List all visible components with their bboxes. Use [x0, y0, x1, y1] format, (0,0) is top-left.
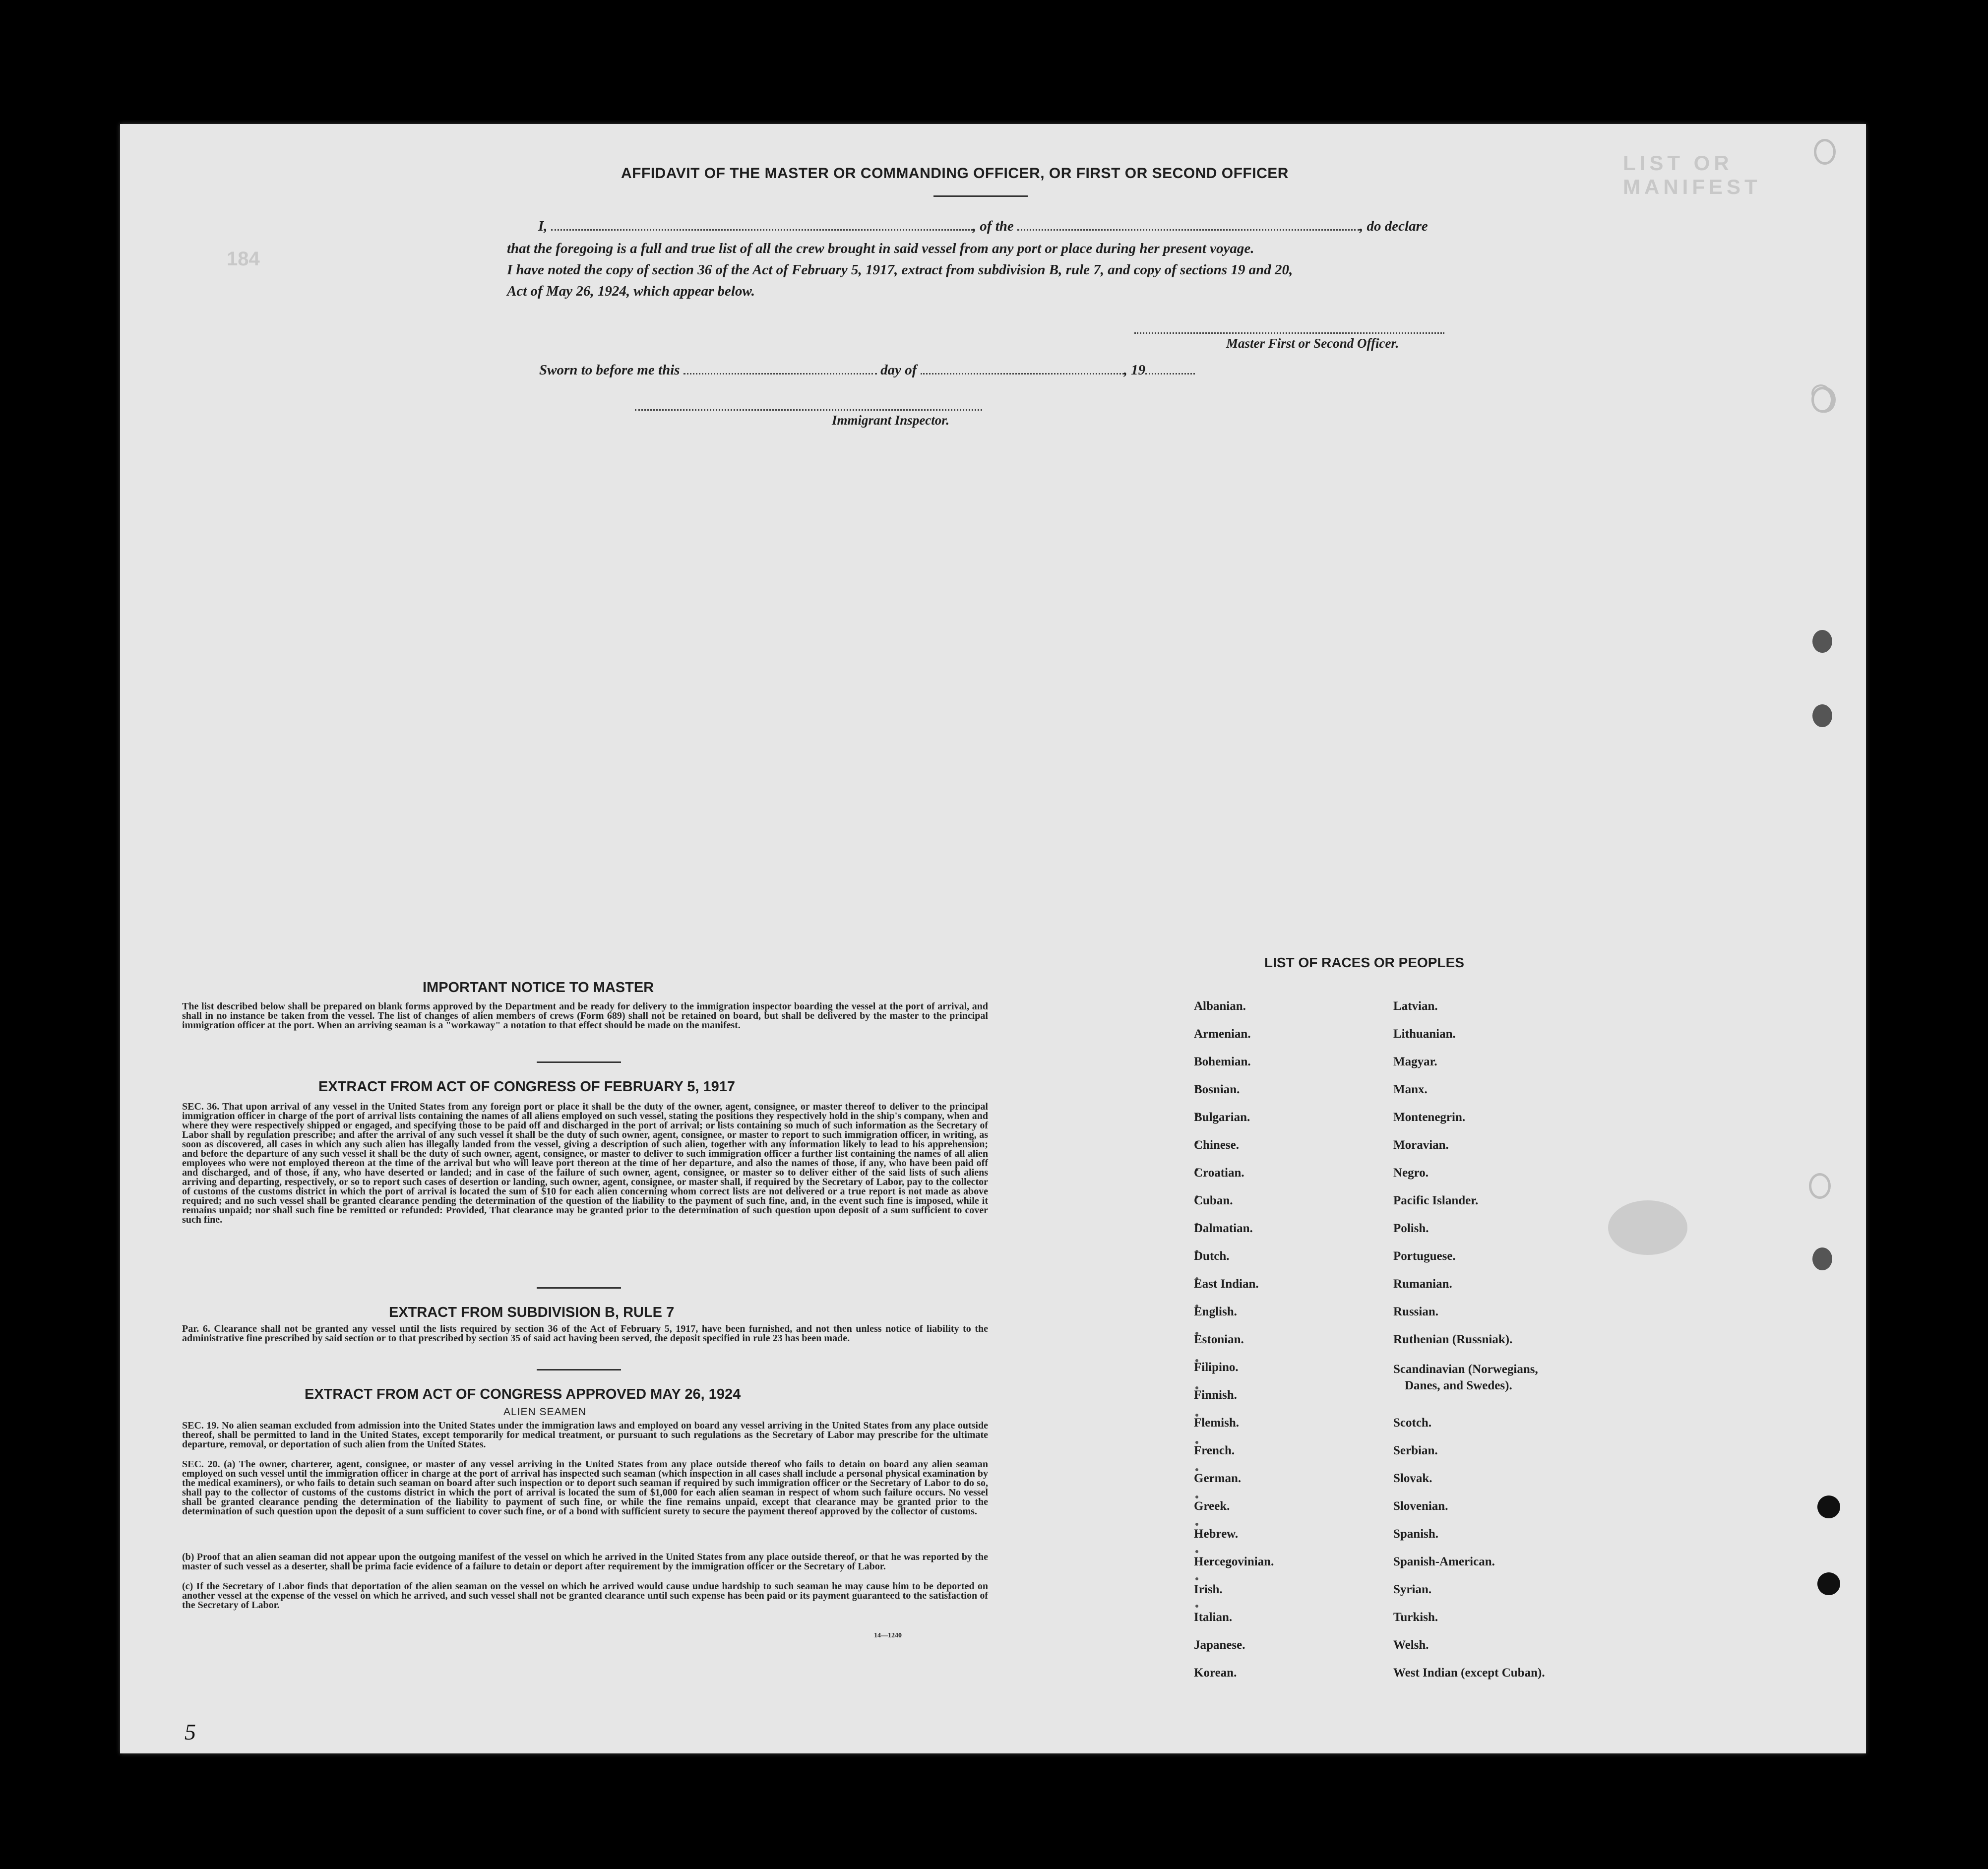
- race-item: Spanish-American.: [1393, 1555, 1495, 1568]
- race-item: Chinese.: [1194, 1138, 1239, 1152]
- race-item: Cuban.: [1194, 1194, 1233, 1207]
- race-item: Welsh.: [1393, 1638, 1429, 1652]
- race-item: Montenegrin.: [1393, 1111, 1466, 1124]
- race-item: Croatian.: [1194, 1166, 1244, 1180]
- race-item: Negro.: [1393, 1166, 1429, 1180]
- vessel-blank: [1017, 229, 1360, 231]
- punch-hole: [1814, 139, 1836, 165]
- race-item: Scotch.: [1393, 1416, 1432, 1430]
- extract-1924-title: EXTRACT FROM ACT OF CONGRESS APPROVED MAY 26, 1924: [305, 1386, 741, 1402]
- punch-hole: [1812, 630, 1832, 653]
- punch-hole: [1812, 704, 1832, 727]
- race-item: Magyar.: [1393, 1055, 1437, 1068]
- punch-hole: [1811, 387, 1833, 413]
- race-item: French.: [1194, 1444, 1235, 1457]
- race-item: Dutch.: [1194, 1249, 1230, 1263]
- race-item: Turkish.: [1393, 1611, 1438, 1624]
- race-item: Irish.: [1194, 1583, 1223, 1596]
- affidavit-line-2: that the foregoing is a full and true list of all the crew brought in said vessel from any port or place during her present voyage.: [507, 241, 1254, 256]
- race-item: Russian.: [1393, 1305, 1439, 1318]
- divider: [537, 1287, 621, 1289]
- race-item: Bohemian.: [1194, 1055, 1251, 1068]
- day-blank: [683, 373, 877, 374]
- race-item: Ruthenian (Russniak).: [1393, 1333, 1513, 1346]
- punch-hole: [1809, 1173, 1831, 1199]
- sworn-line: Sworn to before me this day of , 19: [539, 362, 1195, 378]
- races-title: LIST OF RACES OR PEOPLES: [1264, 955, 1464, 970]
- bleed-through-title: LIST OR MANIFEST: [1623, 151, 1761, 198]
- race-item: Italian.: [1194, 1611, 1233, 1624]
- race-item: Rumanian.: [1393, 1277, 1452, 1291]
- extract-1917-title: EXTRACT FROM ACT OF CONGRESS OF FEBRUARY 5, 1917: [318, 1079, 736, 1095]
- extract-rule7-title: EXTRACT FROM SUBDIVISION B, RULE 7: [389, 1305, 675, 1320]
- document-page: [120, 124, 1866, 1753]
- race-item: Japanese.: [1194, 1638, 1245, 1652]
- race-item: Portuguese.: [1393, 1249, 1456, 1263]
- race-item: Bosnian.: [1194, 1083, 1240, 1096]
- master-signature-line: [1134, 332, 1444, 334]
- race-item: Slovenian.: [1393, 1499, 1448, 1513]
- ditto-dot: [1195, 1577, 1198, 1580]
- extract-rule7-text: Par. 6. Clearance shall not be granted any vessel until the lists required by section 36 of the Act of February 5, 1917, have been furnished, and not then unless notice of liability to the administrative fine prescribed by said section or to that prescribed by section 35 of said act having been served, the deposit specified in rule 23 has been made.: [182, 1323, 988, 1344]
- punch-hole: [1817, 1572, 1840, 1595]
- ditto-dot: [1195, 1495, 1198, 1498]
- race-item: West Indian (except Cuban).: [1393, 1666, 1545, 1680]
- race-item: Finnish.: [1194, 1388, 1237, 1402]
- race-item: Flemish.: [1194, 1416, 1239, 1430]
- notice-title: IMPORTANT NOTICE TO MASTER: [423, 980, 654, 996]
- race-item: Scandinavian (Norwegians,: [1393, 1363, 1538, 1376]
- race-item: Estonian.: [1194, 1333, 1244, 1346]
- affidavit-line-4: Act of May 26, 1924, which appear below.: [507, 283, 755, 299]
- master-signature-label: Master First or Second Officer.: [1226, 336, 1399, 351]
- race-item: Armenian.: [1194, 1027, 1251, 1041]
- race-item: Polish.: [1393, 1222, 1429, 1235]
- inspector-signature-line: [635, 409, 982, 411]
- race-item: Lithuanian.: [1393, 1027, 1456, 1041]
- handwritten-page-mark: 5: [185, 1719, 196, 1744]
- alien-seamen-subtitle: ALIEN SEAMEN: [503, 1406, 587, 1418]
- race-item: Serbian.: [1393, 1444, 1438, 1457]
- race-item: Dalmatian.: [1194, 1222, 1253, 1235]
- year-blank: [1145, 373, 1195, 374]
- extract-1924-sec19: SEC. 19. No alien seaman excluded from admission into the United States under the immigration laws and employed on board any vessel arriving in the United States from any place outside thereof, shall be permitted to land in the United States, except temporarily for medical treatment, or pursuant to such regulations as the Secretary of Labor may prescribe for the ultimate departure, removal, or deportation of such alien from the United States.: [182, 1420, 988, 1450]
- affidavit-line-3: I have noted the copy of section 36 of the Act of February 5, 1917, extract from subdivision B, rule 7, and copy of sections 19 and 20,: [507, 262, 1293, 278]
- extract-1924-sec20b: (b) Proof that an alien seaman did not appear upon the outgoing manifest of the vessel on which he arrived in the United States from any place outside thereof, or that he was reported by the master of such vessel as a deserter, shall be prima facie evidence of a failure to detain or deport after requirement by the immigration officer or the Secretary of Labor.: [182, 1552, 988, 1572]
- race-item: Slovak.: [1393, 1472, 1432, 1485]
- race-item: Spanish.: [1393, 1527, 1439, 1541]
- race-item: East Indian.: [1194, 1277, 1259, 1291]
- ditto-dot: [1195, 1605, 1198, 1608]
- race-item: Bulgarian.: [1194, 1111, 1250, 1124]
- extract-1917-text: SEC. 36. That upon arrival of any vessel in the United States from any foreign port or place it shall be the duty of the owner, agent, consignee, or master thereof to deliver to the principal immigration officer in charge of the port of arrival lists containing the names of all aliens employed on such vessel, stating the positions they respectively hold in the ship's company, when and where they were respectively shipped or engaged, and specifying those to be paid off and discharged in the port of arrival; or lists containing so much of such information as the Secretary of Labor shall by regulation prescribe; and after the arrival of any such vessel it shall be the duty of such owner, agent, consignee, or master to report to such immigration officer, in writing, as soon as discovered, all cases in which any such alien has illegally landed from the vessel, giving a description of such alien, together with any information likely to lead to his apprehension; and before the departure of any such vessel it shall be the duty of such owner, agent, consignee, or master to deliver to such immigration officer a further list containing the names of all alien employees who were not employed thereon at the time of the arrival but who will leave port thereon at the time of her departure, and also the names of those, if any, who have been paid off and discharged, and of those, if any, who have deserted or landed; and in case of the failure of such owner, agent, consignee, or master so to deliver either of the said lists of such aliens arriving and departing, respectively, or so to report such cases of desertion or landing, such owner, agent, consignee, or master shall, if required by the Secretary of Labor, pay to the collector of customs of the customs district in which the port of arrival is located the sum of $10 for each alien concerning whom correct lists are not delivered or a true report is not made as above required; and no such vessel shall be granted clearance pending the determination of the question of the liability to the payment of such fine, and, in the event such fine is imposed, while it remains unpaid; nor shall such fine be remitted or refunded: Provided, That clearance may be granted prior to the determination of such question upon deposit of a sum sufficient to cover such fine.: [182, 1101, 988, 1225]
- divider: [537, 1369, 621, 1371]
- extract-1924-sec20c: (c) If the Secretary of Labor finds that deportation of the alien seaman on the vessel on which he arrived would cause undue hardship to such seaman he may cause him to be deported on another vessel at the expense of the vessel on which he arrived, and such vessel shall not be granted clearance until such expense has been paid or its payment guaranteed to the satisfaction of the Secretary of Labor.: [182, 1581, 988, 1611]
- inspector-signature-label: Immigrant Inspector.: [832, 413, 950, 428]
- ditto-dot: [1195, 1550, 1198, 1553]
- name-blank: [551, 229, 973, 231]
- race-item: Moravian.: [1393, 1138, 1449, 1152]
- form-number: 14—1240: [874, 1632, 902, 1639]
- month-blank: [921, 373, 1124, 374]
- race-item: Greek.: [1194, 1499, 1230, 1513]
- race-item: Albanian.: [1194, 999, 1246, 1013]
- ditto-dot: [1195, 1523, 1198, 1526]
- race-item: Manx.: [1393, 1083, 1428, 1096]
- extract-1924-sec20a: SEC. 20. (a) The owner, charterer, agent, consignee, or master of any vessel arriving in the United States from any place outside thereof who fails to detain on board any alien seaman employed on such vessel until the immigration officer in charge at the port of arrival has inspected such seaman (which inspection in all cases shall include a personal physical examination by the medical examiners), or who fails to detain such seaman on board after such inspection or to deport such seaman if required by such immigration officer or the Secretary of Labor to do so, shall pay to the collector of customs of the customs district in which the port of arrival is located the sum of $1,000 for each alien seaman in respect of whom such failure occurs. No vessel shall be granted clearance pending the determination of the liability to payment of such fine, or while the fine remains unpaid, except that clearance may be granted prior to the determination of such question upon the deposit of a sum sufficient to cover such fine, or of a bond with sufficient surety to secure the payment thereof approved by the collector of customs.: [182, 1459, 988, 1517]
- punch-hole: [1812, 1247, 1832, 1270]
- race-item: Syrian.: [1393, 1583, 1432, 1596]
- ditto-dot: [1195, 1468, 1198, 1471]
- affidavit-line-1: I, , of the , do declare: [538, 218, 1428, 234]
- divider: [537, 1061, 621, 1063]
- race-item: Danes, and Swedes).: [1405, 1379, 1512, 1392]
- bleed-through-number: 184: [227, 248, 260, 270]
- ink-stain: [1608, 1200, 1687, 1255]
- race-item: Filipino.: [1194, 1361, 1239, 1374]
- notice-text: The list described below shall be prepared on blank forms approved by the Department and be ready for delivery to the immigration inspector boarding the vessel at the port of arrival, and shall in no instance be taken from the vessel. The list of changes of alien members of crews (Form 689) shall not be retained on board, but shall be delivered by the master to the principal immigration officer at the port. When an arriving seaman is a "workaway" a notation to that effect should be made on the manifest.: [182, 1001, 988, 1031]
- race-item: Latvian.: [1393, 999, 1438, 1013]
- race-item: Hercegovinian.: [1194, 1555, 1274, 1568]
- race-item: Pacific Islander.: [1393, 1194, 1479, 1207]
- race-item: Hebrew.: [1194, 1527, 1239, 1541]
- race-item: Korean.: [1194, 1666, 1237, 1680]
- race-item: English.: [1194, 1305, 1237, 1318]
- punch-hole: [1817, 1495, 1840, 1518]
- divider: [933, 195, 1028, 197]
- race-item: German.: [1194, 1472, 1242, 1485]
- affidavit-title: AFFIDAVIT OF THE MASTER OR COMMANDING OFFICER, OR FIRST OR SECOND OFFICER: [621, 165, 1289, 182]
